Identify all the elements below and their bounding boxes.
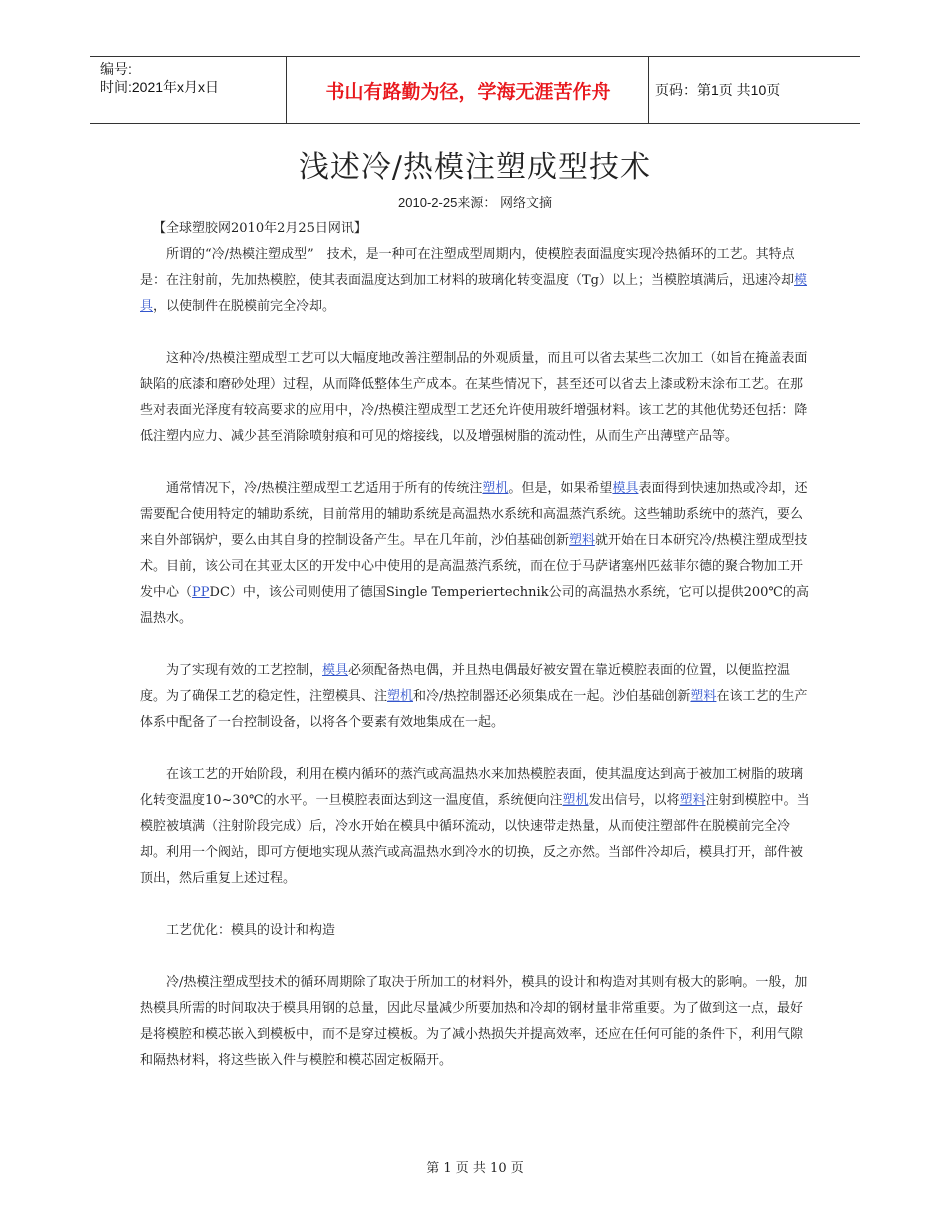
paragraph-gap [140,632,814,658]
section-heading [140,918,814,944]
paragraph-text: ，以使制件在脱模前完全冷却。 [153,299,336,314]
paragraph-text: 冷/热模注塑成型技术的循环周期除了取决于所加工的材料外，模具的设计和构造对其则有极大的影响。一般，加热模具所需的时间取决于模具用钢的总量，因此尽量减少所要加热和冷却的钢材量非常重要。为了做到这一点，最好是将模腔和模芯嵌入到模板中，而不是穿过模板。为了减小热损失并提高效率，还应在任何可能的条件下，利用气隙和隔热材料，将这些嵌入件与模腔和模芯固定板隔开。 [140,975,808,1068]
header-divider [286,57,287,123]
article-lead: 【全球塑胶网2010年2月25日网讯】 [153,221,367,236]
article-paragraph [140,970,814,1074]
article-paragraph [140,762,814,892]
article-meta [0,192,950,211]
keyword-link[interactable]: 模具 [140,273,808,314]
paragraph-gap [140,320,814,346]
keyword-link[interactable]: 塑料 [569,533,596,548]
document-header [90,56,860,124]
article-body [140,216,814,1074]
article-paragraph [140,346,814,450]
article-paragraph [140,242,814,320]
paragraph-text: 注射到模腔中。当模腔被填满（注射阶段完成）后，冷水开始在模具中循环流动，以快速带走热量，从而使注塑部件在脱模前完全冷却。利用一个阀站，即可方便地实现从蒸汽或高温热水到冷水的切换，反之亦然。当部件冷却后，模具打开，部件被顶出，然后重复上述过程。 [140,793,810,886]
paragraph-text: 在该工艺的生产体系中配备了一台控制设备，以将各个要素有效地集成在一起。 [140,689,808,730]
keyword-link[interactable]: 模具 [322,663,349,678]
paragraph-text: 发出信号，以将 [588,793,680,808]
article-source-label: 来源： [457,195,497,210]
header-page-info: 页码：第1页 共10页 [655,82,781,98]
keyword-link[interactable]: 塑机 [482,481,509,496]
header-divider [648,57,649,123]
article-paragraph [140,658,814,736]
paragraph-text: 。但是，如果希望 [508,481,613,496]
paragraph-gap [140,892,814,918]
keyword-link[interactable]: 塑料 [679,793,706,808]
header-motto: 书山有路勤为径，学海无涯苦作舟 [325,80,611,103]
paragraph-text: 工艺优化：模具的设计和构造 [166,923,336,938]
paragraph-gap [140,944,814,970]
header-meta [100,60,290,96]
doc-code-label: 编号: [100,61,132,77]
keyword-link[interactable]: 塑机 [387,689,414,704]
paragraph-text: 和冷/热控制器还必须集成在一起。沙伯基础创新 [413,689,691,704]
article-paragraph [140,476,814,632]
paragraph-text: 所谓的“冷/热模注塑成型” 技术，是一种可在注塑成型周期内，使模腔表面温度实现冷热循环的工艺。其特点是：在注射前，先加热模腔，使其表面温度达到加工材料的玻璃化转变温度（Tg）以上；当模腔填满后，迅速冷却 [140,247,795,288]
keyword-link[interactable]: PP [192,585,210,600]
article-date: 2010-2-25 [398,195,458,210]
article-source: 网络文摘 [499,195,552,210]
paragraph-text: 这种冷/热模注塑成型工艺可以大幅度地改善注塑制品的外观质量，而且可以省去某些二次加工（如旨在掩盖表面缺陷的底漆和磨砂处理）过程，从而降低整体生产成本。在某些情况下，甚至还可以省去上漆或粉末涂布工艺。在那些对表面光泽度有较高要求的应用中，冷/热模注塑成型工艺还允许使用玻纤增强材料。该工艺的其他优势还包括：降低注塑内应力、减少甚至消除喷射痕和可见的熔接线，以及增强树脂的流动性，从而生产出薄壁产品等。 [140,351,808,444]
paragraph-text: 表面得到快速加热或冷却，还需要配合使用特定的辅助系统，目前常用的辅助系统是高温热水系统和高温蒸汽系统。这些辅助系统中的蒸汽，要么来自外部锅炉，要么由其自身的控制设备产生。早在几年前，沙伯基础创新 [140,481,808,548]
paragraph-text: DC）中，该公司则使用了德国Single Temperiertechnik公司的高温热水系统，它可以提供200℃的高温热水。 [140,585,809,626]
paragraph-text: 在该工艺的开始阶段，利用在模内循环的蒸汽或高温热水来加热模腔表面，使其温度达到高于被加工树脂的玻璃化转变温度10~30℃的水平。一旦模腔表面达到这一温度值，系统便向注 [140,767,804,808]
article-title: 浅述冷/热模注塑成型技术 [298,150,652,185]
paragraph-gap [140,450,814,476]
keyword-link[interactable]: 塑料 [690,689,717,704]
keyword-link[interactable]: 模具 [612,481,639,496]
doc-date-label: 时间:2021年x月x日 [100,79,220,95]
keyword-link[interactable]: 塑机 [562,793,589,808]
paragraph-gap [140,736,814,762]
page-footer: 第 1 页 共 10 页 [426,1161,524,1176]
paragraph-text: 为了实现有效的工艺控制， [166,663,323,678]
paragraph-text: 必须配备热电偶，并且热电偶最好被安置在靠近模腔表面的位置，以便监控温度。为了确保工艺的稳定性，注塑模具、注 [140,663,791,704]
paragraph-text: 通常情况下，冷/热模注塑成型工艺适用于所有的传统注 [166,481,483,496]
paragraph-text: 就开始在日本研究冷/热模注塑成型技术。目前，该公司在其亚太区的开发中心中使用的是高温蒸汽系统，而在位于马萨诸塞州匹兹菲尔德的聚合物加工开发中心（ [140,533,808,600]
